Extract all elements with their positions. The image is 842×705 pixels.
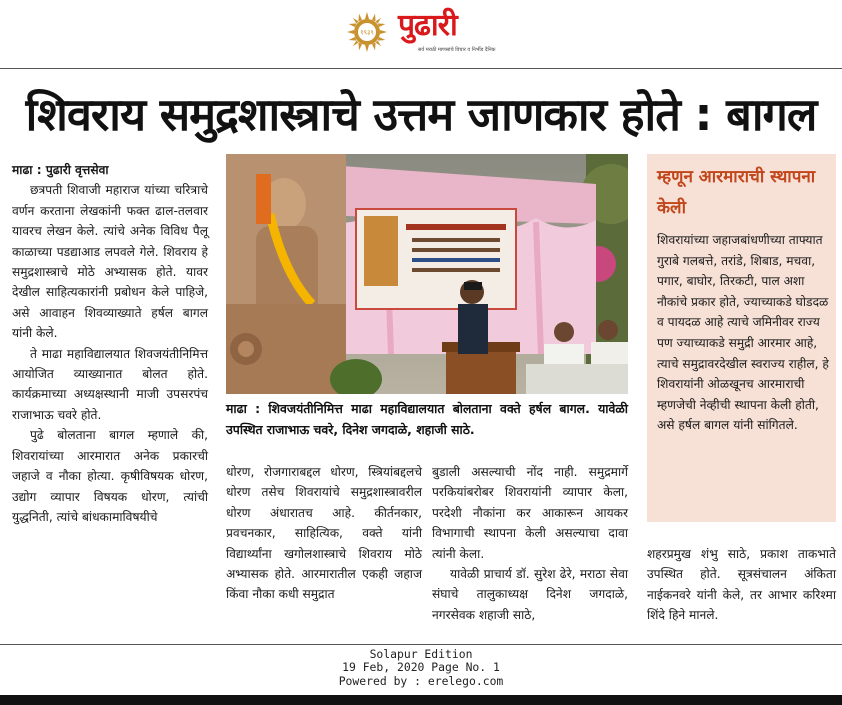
footer-date-page: 19 Feb, 2020 Page No. 1	[342, 660, 500, 675]
newspaper-logo: पुढारी	[398, 8, 457, 43]
article-paragraph: शहरप्रमुख शंभु साठे, प्रकाश ताकभाते उपस्थित होते. सूत्रसंचालन अंकिता नाईकनवरे यांनी केले, तर आभार करिश्मा शिंदे हिने मानले.	[647, 547, 836, 623]
masthead	[0, 0, 842, 66]
headline: शिवराय समुद्रशास्त्राचे उत्तम जाणकार होते : बागल	[25, 88, 817, 141]
masthead-divider	[0, 68, 842, 69]
article-paragraph: पुढे बोलताना बागल म्हणाले की, शिवरायांच्या आरमारात अनेक प्रकारची जहाजे व नौका होत्या. कृषीविषयक धोरण, उद्योग व्यापार विषयक धोरण, त्यांची युद्धनिती, त्यांचे बांधकामाविषयीचे	[12, 428, 208, 524]
footer-edition: Solapur Edition	[369, 647, 473, 661]
sun-emblem-icon	[347, 12, 387, 52]
event-photo-image	[226, 154, 628, 394]
footer-divider	[0, 644, 842, 645]
sidebar-box	[647, 154, 836, 522]
article-paragraph: यावेळी प्राचार्य डॉ. सुरेश ढेरे, मराठा सेवा संघाचे तालुकाध्यक्ष दिनेश जगदाळे, नगरसेवक शहाजी साठे,	[432, 567, 628, 622]
article-column-3	[432, 462, 628, 625]
article-column-1	[12, 160, 208, 527]
footer-powered-by: Powered by : erelego.com	[338, 673, 504, 688]
footer	[0, 648, 842, 688]
article-paragraph: ते माढा महाविद्यालयात शिवजयंतीनिमित्त आयोजित व्याख्यानात बोलत होते. कार्यक्रमाच्या अध्यक्षस्थानी माजी उपसरपंच राजाभाऊ चवरे होते.	[12, 346, 208, 422]
emblem-year: १९३९	[360, 28, 374, 37]
article-paragraph: धोरण, रोजगाराबद्दल धोरण, स्त्रियांबद्दलचे धोरण तसेच शिवरायांचे समुद्रशास्त्रावरील धोरण अंधारातच आहे. कीर्तनकार, प्रवचनकार, साहित्यिक, वक्ते यांनी विद्यार्थ्यांना खगोलशास्त्राचे शिवराय मोठे अभ्यासक होते. आरमारातील एकही जहाज किंवा नौका कधी समुद्रात	[226, 465, 422, 602]
article-column-4	[647, 544, 836, 626]
sidebar-body: शिवरायांच्या जहाजबांधणीच्या ताफ्यात गुराबे गलबत्ते, तरांडे, शिबाड, मचवा, पगार, बाघोर, तिरकटी, पाल अशा नौकांचे प्रकार होते, ज्याच्याकडे घोडदळ व पायदळ आहे त्याचे जमिनीवर राज्य पण ज्याच्याकडे समुद्री आरमार आहे, त्याचे समुद्रावरदेखील स्वराज्य राहील, हे शिवरायांनी ओळखूनच आरमाराची म्हणजेची नेव्हीची स्थापना केली होती, असे हर्षल बागल यांनी सांगितले.	[657, 233, 829, 433]
article-paragraph: छत्रपती शिवाजी महाराज यांच्या चरित्राचे वर्णन करताना लेखकांनी फक्त ढाल-तलवार यावरच लेखन केले. त्यांचे अनेक विविध पैलू काळाच्या पडद्याआड लपवले गेले. शिवराय हे समुद्रशास्त्राचे मोठे अभ्यासक होते. यावर देखील साहित्यकारांनी प्रबोधन केले पाहिजे, असे आवाहन शिवव्याख्याते हर्षल बागल यांनी केले.	[12, 183, 208, 341]
article-paragraph: बुडाली असल्याची नोंद नाही. समुद्रमार्गे परकियांबरोबर शिवरायांनी व्यापार केला, परदेशी नौकांना कर आकारून आयकर विभागाची स्थापना केली असल्याचा दावा त्यांनी केला.	[432, 465, 628, 561]
sidebar-title: म्हणून आरमाराची स्थापना केली	[657, 167, 816, 218]
dateline: माढा : पुढारी वृत्तसेवा	[12, 163, 109, 177]
event-photo	[226, 154, 628, 394]
logo-tagline: सर्व मराठी माणसांचे विचार व निर्भीड दैनिक	[418, 47, 496, 53]
bottom-bar	[0, 695, 842, 705]
article-column-2	[226, 462, 422, 605]
photo-caption: माढा : शिवजयंतीनिमित्त माढा महाविद्यालयात बोलताना वक्ते हर्षल बागल. यावेळी उपस्थित राजाभाऊ चवरे, दिनेश जगदाळे, शहाजी साठे.	[226, 401, 628, 437]
